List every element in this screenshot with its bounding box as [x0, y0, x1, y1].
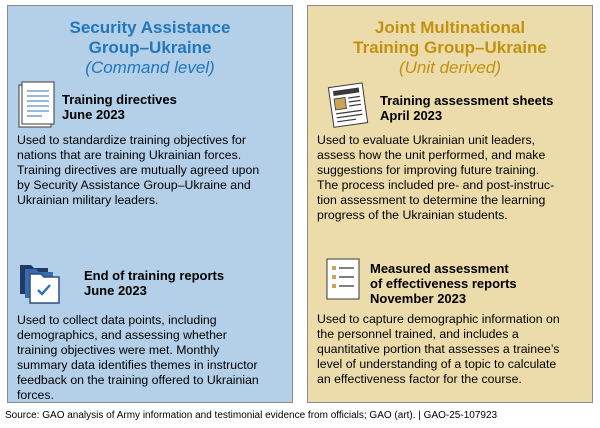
description-line: the personnel trained, and includes a: [317, 327, 519, 341]
panel-title: [308, 18, 592, 78]
section-description: [17, 313, 286, 403]
section-heading-line: End of training reports: [84, 268, 225, 283]
description-line: progress of the Ukrainian students.: [317, 208, 508, 222]
panel-title-line: Group–Ukraine: [88, 38, 212, 57]
description-line: an effectiveness factor for the course.: [317, 372, 522, 386]
panel-subtitle: (Command level): [85, 58, 215, 77]
section-heading-line: Training assessment sheets: [380, 93, 554, 108]
section-heading-line: Measured assessment: [370, 261, 509, 276]
document-icon: [18, 80, 56, 128]
description-line: The process included pre- and post-instruc-: [317, 178, 555, 192]
description-line: nations that are training Ukrainian forces.: [17, 148, 242, 162]
description-line: Used to evaluate Ukrainian unit leaders,: [317, 133, 536, 147]
panel-title-line: Security Assistance: [69, 18, 231, 37]
description-line: forces.: [17, 388, 54, 402]
section-heading-line: Training directives: [62, 92, 177, 107]
section-heading: [380, 93, 553, 123]
description-line: suggestions for improving future training.: [317, 163, 540, 177]
description-line: quantitative portion that assesses a trainee’s: [317, 342, 560, 356]
joint-multinational-panel: [307, 5, 593, 403]
description-line: assess how the unit performed, and make: [317, 148, 546, 162]
assessment-sheet-icon: [324, 80, 374, 130]
section-description: [317, 312, 586, 387]
section-description: [17, 133, 286, 208]
description-line: level of understanding of a topic to calculate: [317, 357, 557, 371]
checklist-icon: [326, 258, 362, 302]
description-line: summary data identifies themes in instructor: [17, 358, 258, 372]
section-heading-line: June 2023: [84, 283, 147, 298]
description-line: Used to capture demographic information on: [317, 312, 560, 326]
description-line: by Security Assistance Group–Ukraine and: [17, 178, 251, 192]
panel-subtitle: (Unit derived): [398, 58, 502, 77]
panel-title-line: Training Group–Ukraine: [353, 38, 547, 57]
source-note: Source: GAO analysis of Army information and testimonial evidence from officials; GAO (art). | GAO-25-107923: [5, 410, 498, 421]
section-heading-line: November 2023: [370, 291, 467, 306]
description-line: Used to collect data points, including: [17, 313, 217, 327]
description-line: Ukrainian military leaders.: [17, 193, 159, 207]
description-line: training objectives were met. Monthly: [17, 343, 220, 357]
description-line: Training directives are mutually agreed upon: [17, 163, 260, 177]
section-description: [317, 133, 586, 223]
section-heading-line: April 2023: [380, 108, 443, 123]
description-line: tion assessment to determine the learning: [317, 193, 546, 207]
section-heading-line: June 2023: [62, 107, 125, 122]
section-heading: [84, 268, 224, 298]
section-heading-line: of effectiveness reports: [370, 276, 517, 291]
description-line: demographics, and assessing whether: [17, 328, 227, 342]
security-assistance-panel: [7, 5, 293, 403]
panel-title: [8, 18, 292, 78]
description-line: feedback on the training offered to Ukrainian: [17, 373, 259, 387]
folders-checkmark-icon: [18, 259, 64, 305]
panel-title-line: Joint Multinational: [374, 18, 526, 37]
section-heading: [370, 261, 517, 306]
section-heading: [62, 92, 177, 122]
description-line: Used to standardize training objectives for: [17, 133, 246, 147]
